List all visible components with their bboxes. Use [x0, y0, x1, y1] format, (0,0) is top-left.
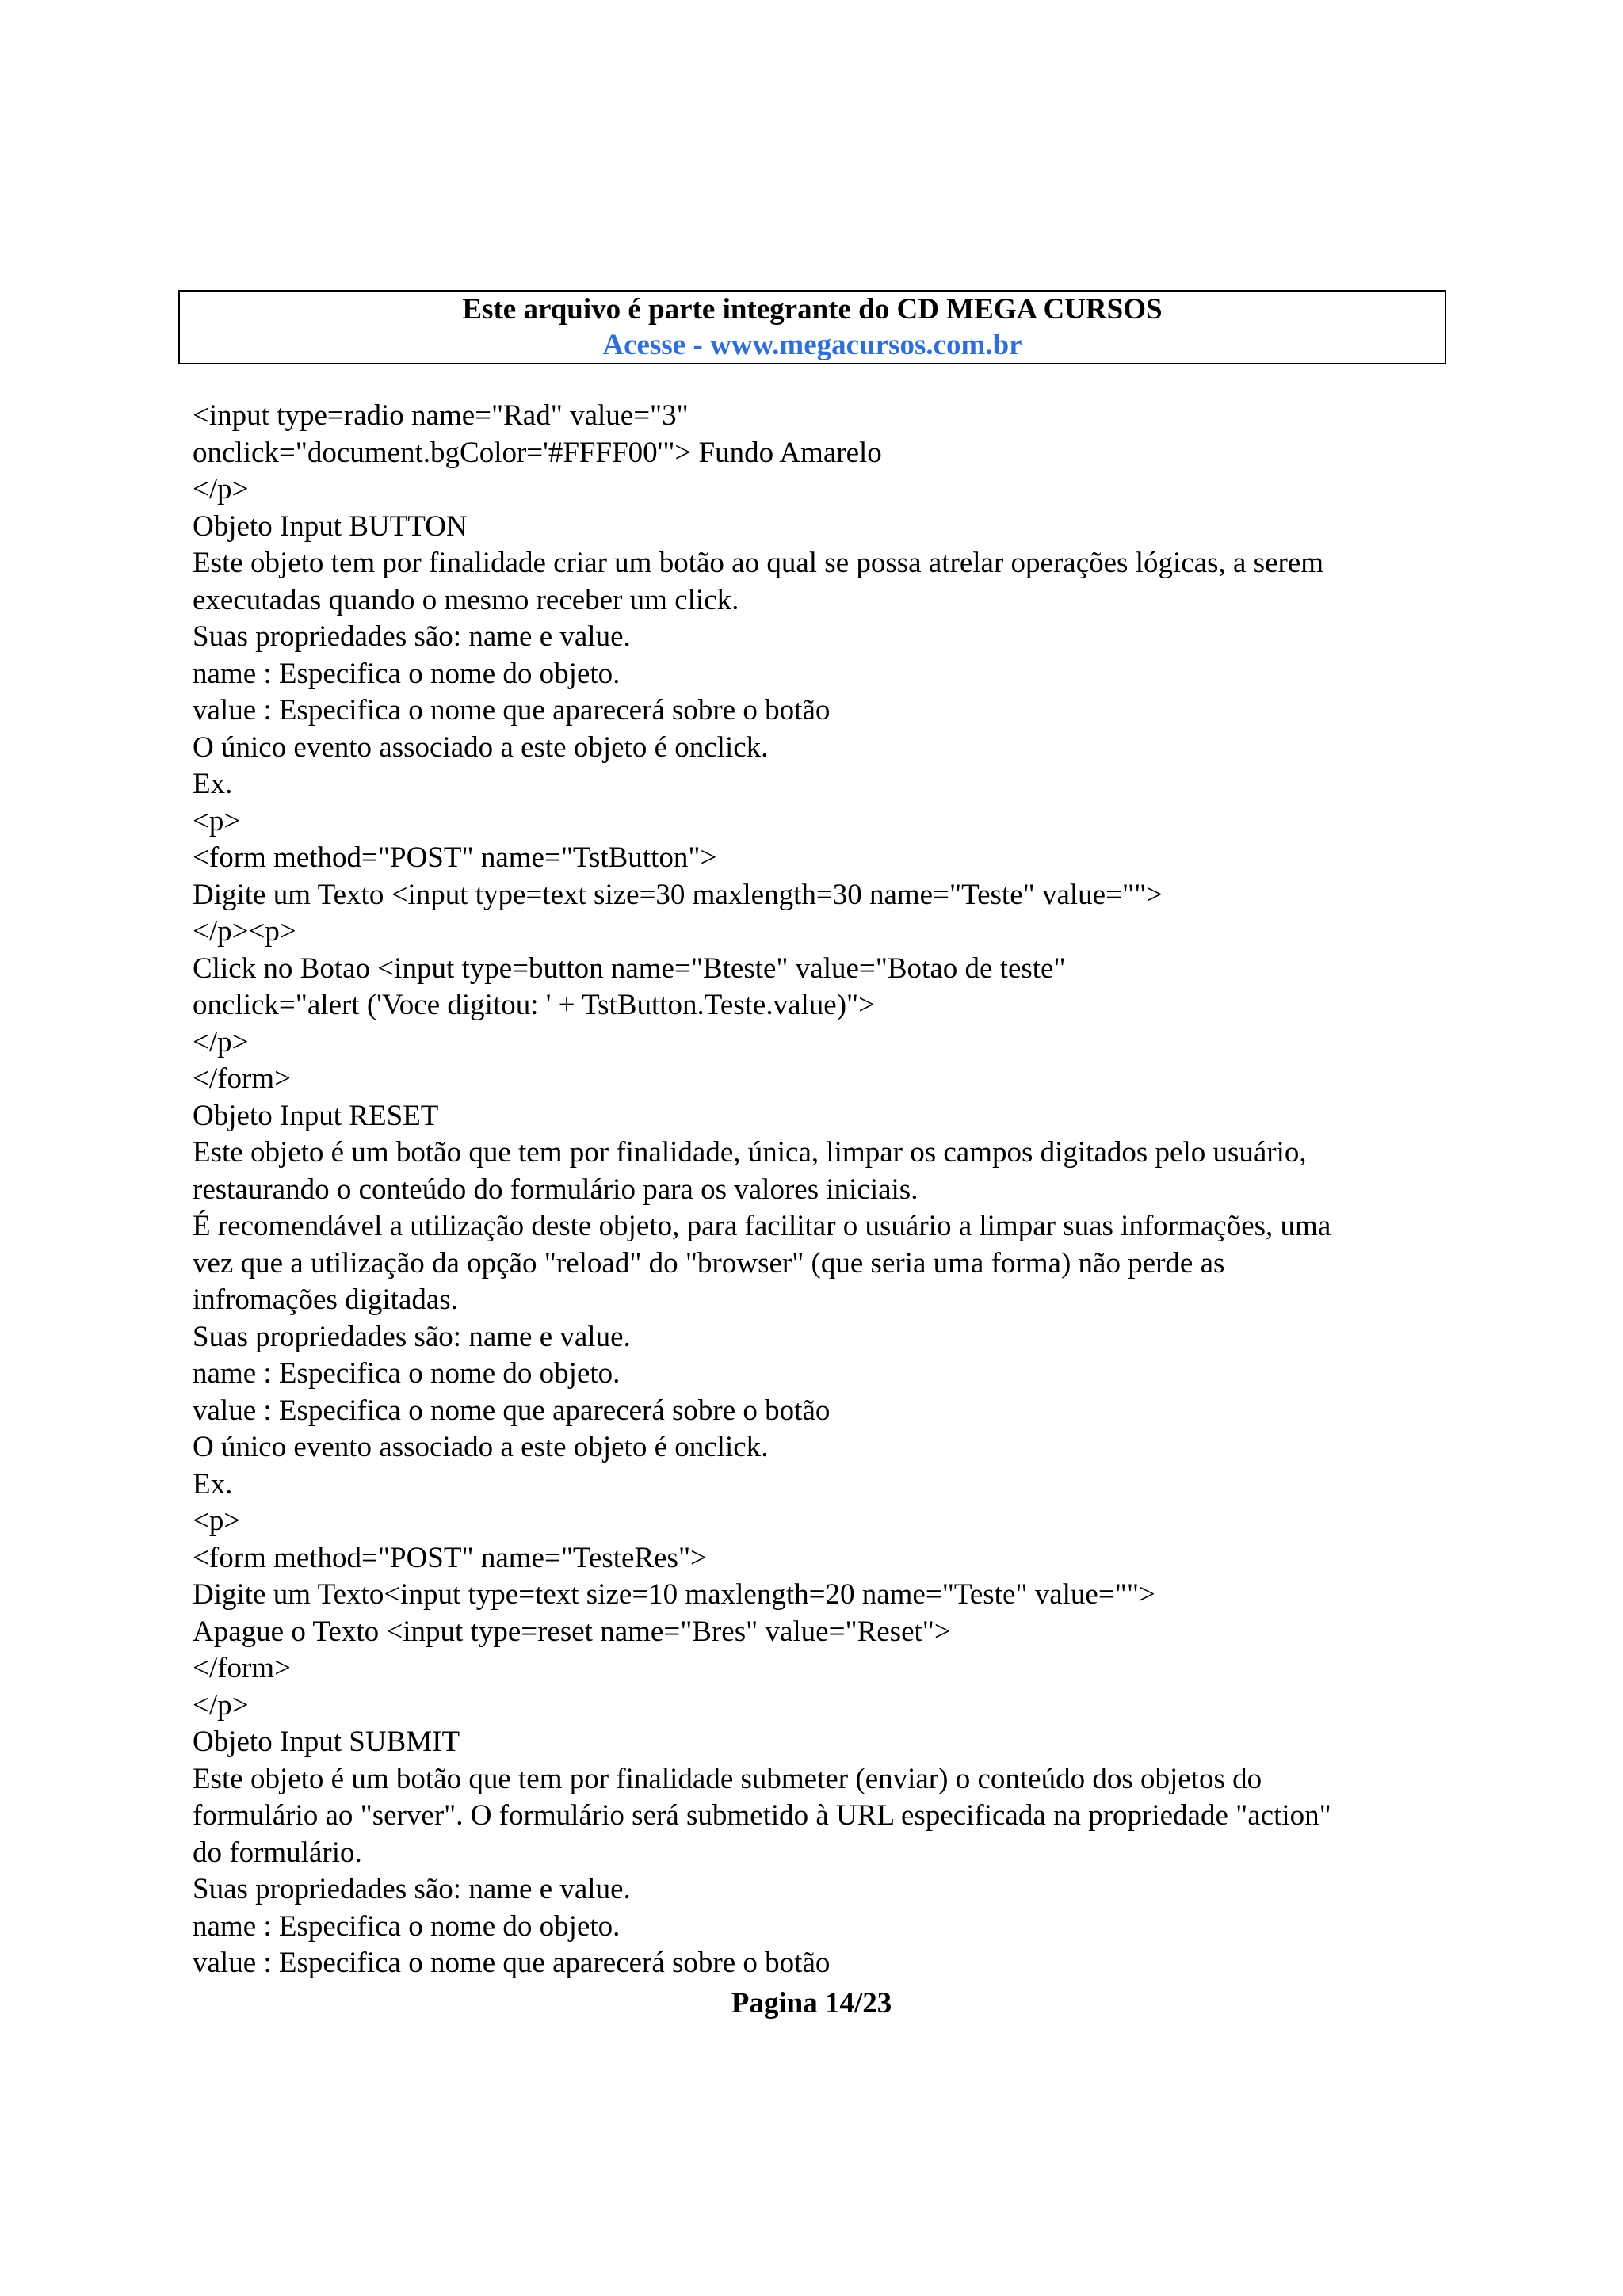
page-number: Pagina 14/23 [731, 1987, 892, 2019]
text-line: Suas propriedades são: name e value. [193, 620, 631, 653]
text-line: onclick="alert ('Voce digitou: ' + TstButton.Teste.value)"> [193, 989, 876, 1021]
header-title: Este arquivo é parte integrante do CD MEGA CURSOS [462, 293, 1163, 326]
text-line: </p> [193, 473, 249, 505]
text-line: value : Especifica o nome que aparecerá sobre o botão [193, 694, 831, 727]
text-line: restaurando o conteúdo do formulário para os valores iniciais. [193, 1173, 918, 1206]
text-line: formulário ao "server". O formulário será submetido à URL especificada na propriedade "action" [193, 1799, 1331, 1832]
text-line: Suas propriedades são: name e value. [193, 1873, 631, 1905]
text-line: value : Especifica o nome que aparecerá sobre o botão [193, 1394, 831, 1427]
document-body [193, 398, 1461, 1982]
text-line: Este objeto tem por finalidade criar um botão ao qual se possa atrelar operações lógicas, a serem [193, 547, 1324, 579]
text-line: name : Especifica o nome do objeto. [193, 657, 621, 690]
text-line: <form method="POST" name="TstButton"> [193, 841, 717, 874]
text-line: Objeto Input BUTTON [193, 509, 468, 543]
text-line: Objeto Input RESET [193, 1099, 439, 1132]
text-line: Digite um Texto <input type=text size=30 maxlength=30 name="Teste" value=""> [193, 878, 1163, 911]
text-line: Digite um Texto<input type=text size=10 maxlength=20 name="Teste" value=""> [193, 1578, 1155, 1611]
header-link[interactable]: Acesse - www.megacursos.com.br [602, 329, 1022, 361]
text-line: </form> [193, 1062, 291, 1095]
text-line: vez que a utilização da opção "reload" do "browser" (que seria uma forma) não perde as [193, 1246, 1225, 1280]
text-line: Este objeto é um botão que tem por finalidade, única, limpar os campos digitados pelo usuário, [193, 1136, 1307, 1169]
text-line: Este objeto é um botão que tem por finalidade submeter (enviar) o conteúdo dos objetos do [193, 1762, 1262, 1795]
text-line: <p> [193, 1505, 241, 1537]
text-line: Ex. [193, 1467, 233, 1501]
text-line: O único evento associado a este objeto é onclick. [193, 730, 769, 764]
text-line: <p> [193, 804, 241, 837]
text-line: Ex. [193, 768, 233, 800]
header-banner [178, 290, 1446, 364]
text-line: O único evento associado a este objeto é onclick. [193, 1431, 769, 1463]
text-line: É recomendável a utilização deste objeto, para facilitar o usuário a limpar suas informações, uma [193, 1210, 1331, 1242]
text-line: Suas propriedades são: name e value. [193, 1320, 631, 1353]
text-line: Apague o Texto <input type=reset name="Bres" value="Reset"> [193, 1615, 951, 1648]
text-line: Objeto Input SUBMIT [193, 1726, 460, 1758]
text-line: </p> [193, 1688, 249, 1722]
text-line: </p><p> [193, 915, 296, 948]
text-line: value : Especifica o nome que aparecerá sobre o botão [193, 1947, 831, 1979]
text-line: name : Especifica o nome do objeto. [193, 1909, 621, 1943]
text-line: </p> [193, 1025, 249, 1058]
text-line: infromações digitadas. [193, 1283, 458, 1316]
text-line: name : Especifica o nome do objeto. [193, 1357, 621, 1390]
text-line: </form> [193, 1652, 291, 1684]
text-line: do formulário. [193, 1836, 362, 1869]
text-line: <input type=radio name="Rad" value="3" [193, 399, 689, 432]
text-line: <form method="POST" name="TesteRes"> [193, 1541, 707, 1574]
text-line: onclick="document.bgColor='#FFFF00'"> Fundo Amarelo [193, 436, 882, 469]
text-line: executadas quando o mesmo receber um click. [193, 583, 739, 616]
text-line: Click no Botao <input type=button name="Bteste" value="Botao de teste" [193, 952, 1066, 985]
